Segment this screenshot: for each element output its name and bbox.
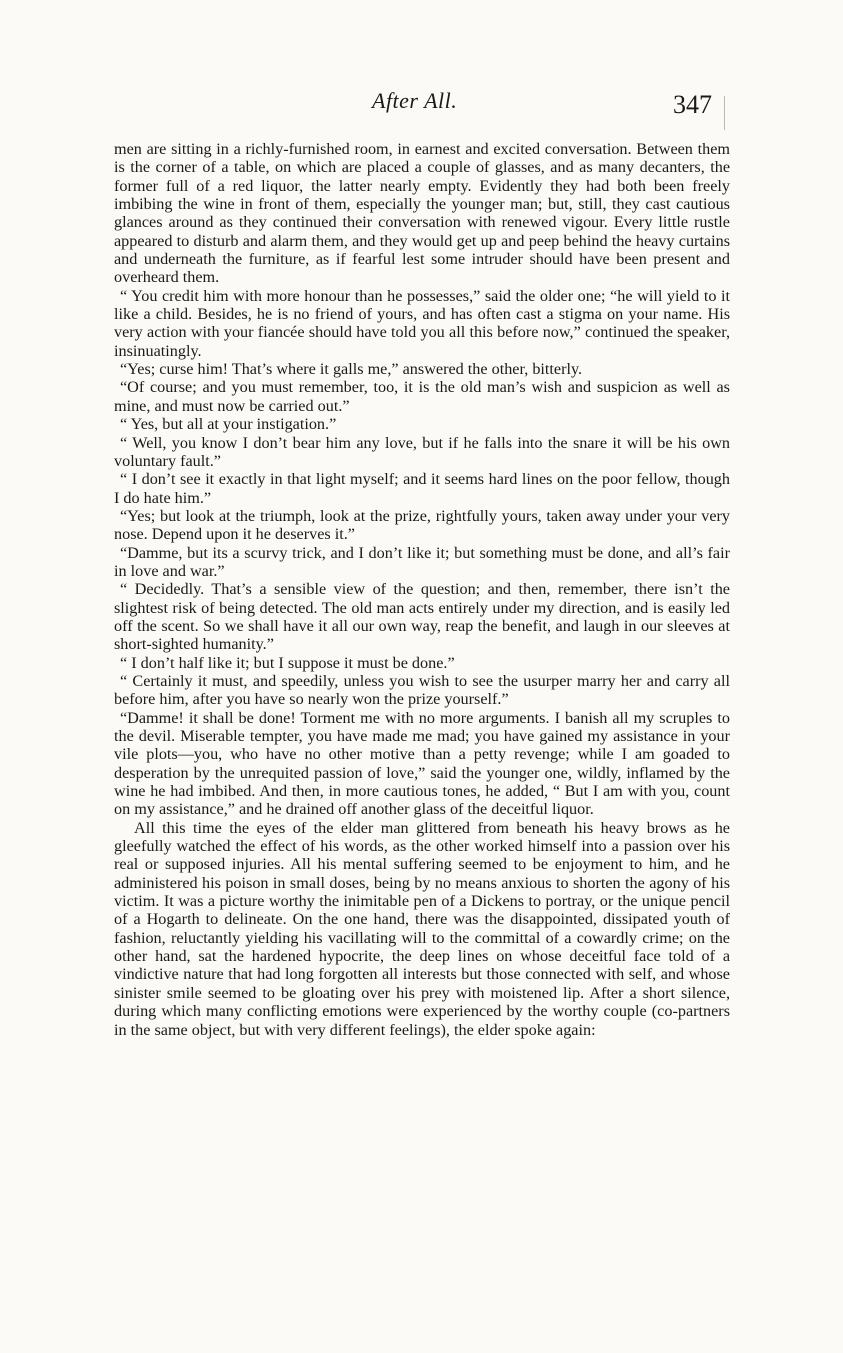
- paragraph: “ I don’t see it exactly in that light myself; and it seems hard lines on the poor fellow, though I do hate him.”: [114, 470, 730, 507]
- paragraph: “Yes; but look at the triumph, look at the prize, rightfully yours, taken away under your very nose. Depend upon it he deserves it.”: [114, 506, 730, 544]
- paragraph: “Damme! it shall be done! Torment me with no more arguments. I banish all my scruples to the devil. Miserable tempter, you have made me mad; you have gained my assistance in your vile plots—you, who have no other motive than a petty revenge; while I am goaded to desperation by the unrequited passion of love,” said the younger one, wildly, inflamed by the wine he had imbibed. And then, in more cautious tones, he added, “ But I am with you, count on my assistance,” and he drained off another glass of the deceitful liquor.: [114, 708, 730, 819]
- page-number: 347: [673, 90, 712, 119]
- paragraph: “Damme, but its a scurvy trick, and I don’t like it; but something must be done, and all’s fair in love and war.”: [114, 543, 730, 580]
- page-header: [0, 88, 843, 128]
- paragraph: “Yes; curse him! That’s where it galls me,” answered the other, bitterly.: [120, 360, 583, 379]
- paragraph: All this time the eyes of the elder man glittered from beneath his heavy brows as he gleefully watched the effect of his words, as the other worked himself into a passion over his real or supposed injuries. All his mental suffering seemed to be enjoyment to him, and he administered his poison in small doses, being by no means anxious to shorten the agony of his victim. It was a picture worthy the inimitable pen of a Dickens to portray, or the unique pencil of a Hogarth to delineate. On the one hand, there was the disappointed, dissipated youth of fashion, reluctantly yielding his vacillating will to the committal of a cowardly crime; on the other hand, sat the hardened hypocrite, the deep lines on whose deceitful face told of a vindictive nature that had long forgotten all interests but those connected with self, and whose sinister smile seemed to be gloating over his prey with moistened lip. After a short silence, during which many conflicting emotions were experienced by the worthy couple (co-partners in the same object, but with very different feelings), the elder spoke again:: [114, 818, 730, 1039]
- paragraph: “ Certainly it must, and speedily, unless you wish to see the usurper marry her and carry all before him, after you have so nearly won the prize yourself.”: [114, 671, 730, 709]
- page-edge-mark: [724, 96, 725, 130]
- paragraph: “ I don’t half like it; but I suppose it must be done.”: [120, 653, 455, 672]
- paragraph: “Of course; and you must remember, too, it is the old man’s wish and suspicion as well as mine, and must now be carried out.”: [114, 378, 730, 415]
- paragraph: men are sitting in a richly-furnished room, in earnest and excited conversation. Between them is the corner of a table, on which are placed a couple of glasses, and as many decanters, the former full of a red liquor, the latter nearly empty. Evidently they had both been freely imbibing the wine in front of them, especially the younger man; but, still, they cast cautious glances around as they continued their conversation with renewed vigour. Every little rustle appeared to disturb and alarm them, and they would get up and peep behind the heavy curtains and underneath the furniture, as if fearful lest some intruder should have been present and overheard them.: [114, 140, 730, 287]
- paragraph: “ You credit him with more honour than he possesses,” said the older one; “he will yield to it like a child. Besides, he is no friend of yours, and has often cast a stigma on your name. His very action with your fiancée should have told you all this before now,” continued the speaker, insinuatingly.: [114, 286, 730, 360]
- body-text: [114, 140, 730, 1039]
- running-title: After All.: [372, 88, 458, 113]
- paragraph: “ Yes, but all at your instigation.”: [120, 415, 337, 434]
- paragraph: “ Well, you know I don’t bear him any love, but if he falls into the snare it will be his own voluntary fault.”: [114, 433, 730, 470]
- paragraph: “ Decidedly. That’s a sensible view of the question; and then, remember, there isn’t the slightest risk of being detected. The old man acts entirely under my direction, and is easily led off the scent. So we shall have it all our own way, reap the benefit, and laugh in our sleeves at short-sighted humanity.”: [114, 580, 730, 654]
